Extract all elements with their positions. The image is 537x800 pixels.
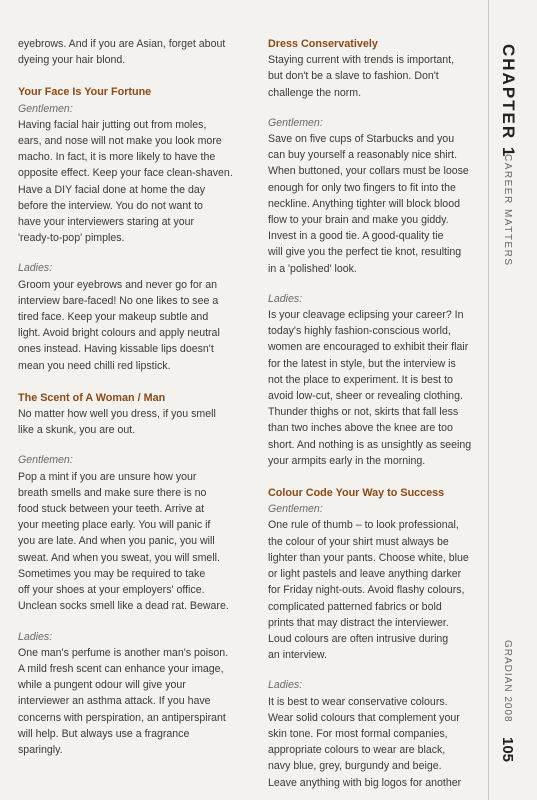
section-heading: Dress Conservatively [268,38,378,50]
text-line: 'ready-to-pop' pimples. [18,232,125,245]
right-column [268,36,478,791]
text-line: interviewer an asthma attack. If you have [18,695,211,708]
text-line: Groom your eyebrows and never go for an [18,278,218,291]
gentlemen-label: Gentlemen: [268,503,323,516]
text-line: It is best to wear conservative colours. [268,695,448,708]
text-line: food stuck between your teeth. Arrive at [18,503,205,516]
gentlemen-label: Gentlemen: [18,454,73,467]
text-line: before the interview. You do not want to [18,199,203,212]
text-line: prints that may distract the interviewer. [268,616,449,629]
text-line: A mild fresh scent can enhance your image, [18,662,224,675]
text-line: dyeing your hair blond. [18,54,126,67]
text-line: the colour of your shirt must always be [268,535,449,548]
text-line: complicated patterned fabrics or bold [268,600,442,613]
text-line: Unclean socks smell like a dead rat. Beware. [18,600,229,613]
ladies-label: Ladies: [268,679,303,692]
text-line: breath smells and make sure there is no [18,486,207,499]
text-line: will help. But always use a fragrance [18,727,190,740]
ladies-label: Ladies: [18,262,53,275]
text-line: When buttoned, your collars must be loose [268,165,469,178]
gentlemen-label: Gentlemen: [18,102,73,115]
text-line: your armpits early in the morning. [268,454,426,467]
text-line: for the latest in style, but the interview is [268,357,456,370]
ladies-label: Ladies: [268,292,303,305]
text-line: but don't be a slave to fashion. Don't [268,70,439,83]
text-line: sparingly. [18,743,63,756]
chapter-label: CHAPTER 1 [499,44,518,159]
text-line: or light pastels and leave anything darker [268,568,462,581]
section-heading: Your Face Is Your Fortune [18,86,152,99]
intro-paragraph [18,36,258,68]
left-column [18,36,258,758]
section-colour [268,485,478,791]
text-line: navy blue, grey, burgundy and beige. [268,760,442,773]
section-heading: The Scent of A Woman / Man [18,391,166,404]
section-face [18,84,258,373]
text-line: flow to your brain and make you giddy. [268,214,449,227]
text-line: eyebrows. And if you are Asian, forget about [18,38,226,50]
text-line: today's highly fashion-conscious world, [268,325,451,338]
text-line: not the place to experiment. It is best to [268,373,453,386]
text-line: can buy yourself a reasonably nice shirt. [268,149,458,162]
text-line: will give you the perfect tie knot, resulting [268,246,462,259]
text-line: Sometimes you may be required to take [18,567,206,580]
text-line: Invest in a good tie. A good-quality tie [268,230,444,243]
text-line: concerns with perspiration, an antiperspirant [18,711,226,724]
text-line: Leave anything with big logos for another [268,776,462,789]
text-line: One rule of thumb – to look professional, [268,519,459,532]
text-line: mean you need chilli red lipstick. [18,359,171,372]
text-line: ones instead. Having kissable lips doesn't [18,343,214,356]
text-line: ears, and nose will not make you look more [18,135,222,148]
text-line: sweat. And when you sweat, you will smell. [18,551,220,564]
publication-label: GRADIAN 2008 [502,640,513,723]
text-line: neckline. Anything tighter will block blood [268,197,460,210]
text-line: No matter how well you dress, if you smell [18,408,216,421]
ladies-label: Ladies: [18,630,53,643]
text-line: challenge the norm. [268,86,362,99]
text-line: enough for only two fingers to fit into the [268,181,456,194]
text-line: appropriate colours to wear are black, [268,744,446,757]
text-line: lighter than your pants. Choose white, blue [268,551,469,564]
text-line: in a 'polished' look. [268,262,357,275]
gentlemen-label: Gentlemen: [268,116,323,129]
text-line: Thunder thighs or not, skirts that fall less [268,406,459,419]
sidebar-divider [488,0,489,800]
text-line: your meeting place early. You will panic if [18,519,211,532]
text-line: Staying current with trends is important, [268,54,455,67]
text-line: Have a DIY facial done at home the day [18,183,206,196]
text-line: Loud colours are often intrusive during [268,632,449,645]
text-line: like a skunk, you are out. [18,424,136,437]
text-line: opposite effect. Keep your face clean-shaven. [18,167,233,180]
text-line: an interview. [268,649,327,662]
text-line: you are late. And when you panic, you will [18,535,215,548]
text-line: One man's perfume is another man's poison. [18,646,229,659]
text-line: off your shoes at your employers' office. [18,584,205,597]
text-line: women are encouraged to exhibit their flair [268,341,469,354]
text-line: avoid low-cut, sheer or revealing clothing. [268,390,463,403]
text-line: Is your cleavage eclipsing your career? In [268,309,464,322]
text-line: skin tone. For most formal companies, [268,727,448,740]
section-label: CAREER MATTERS [502,154,513,267]
text-line: Pop a mint if you are unsure how your [18,470,197,483]
text-line: Save on five cups of Starbucks and you [268,133,455,146]
text-line: short. And nothing is as unsightly as seeing [268,438,472,451]
text-line: light. Avoid bright colours and apply neutral [18,327,220,340]
text-line: than two inches above the knee are too [268,422,453,435]
text-line: Wear solid colours that complement your [268,711,460,724]
text-line: Having facial hair jutting out from moles, [18,118,207,131]
page-number: 105 [499,737,516,763]
text-line: for Friday night-outs. Avoid flashy colours, [268,584,465,597]
section-dress [268,36,478,469]
text-line: tired face. Keep your makeup subtle and [18,311,209,324]
text-line: macho. In fact, it is more likely to have the [18,151,216,164]
text-line: interview bare-faced! No one likes to see a [18,294,219,307]
text-line: have your interviewers staring at your [18,216,195,229]
section-scent [18,390,258,758]
text-line: while a pungent odour will give your [18,679,186,692]
section-heading: Colour Code Your Way to Success [268,487,445,500]
